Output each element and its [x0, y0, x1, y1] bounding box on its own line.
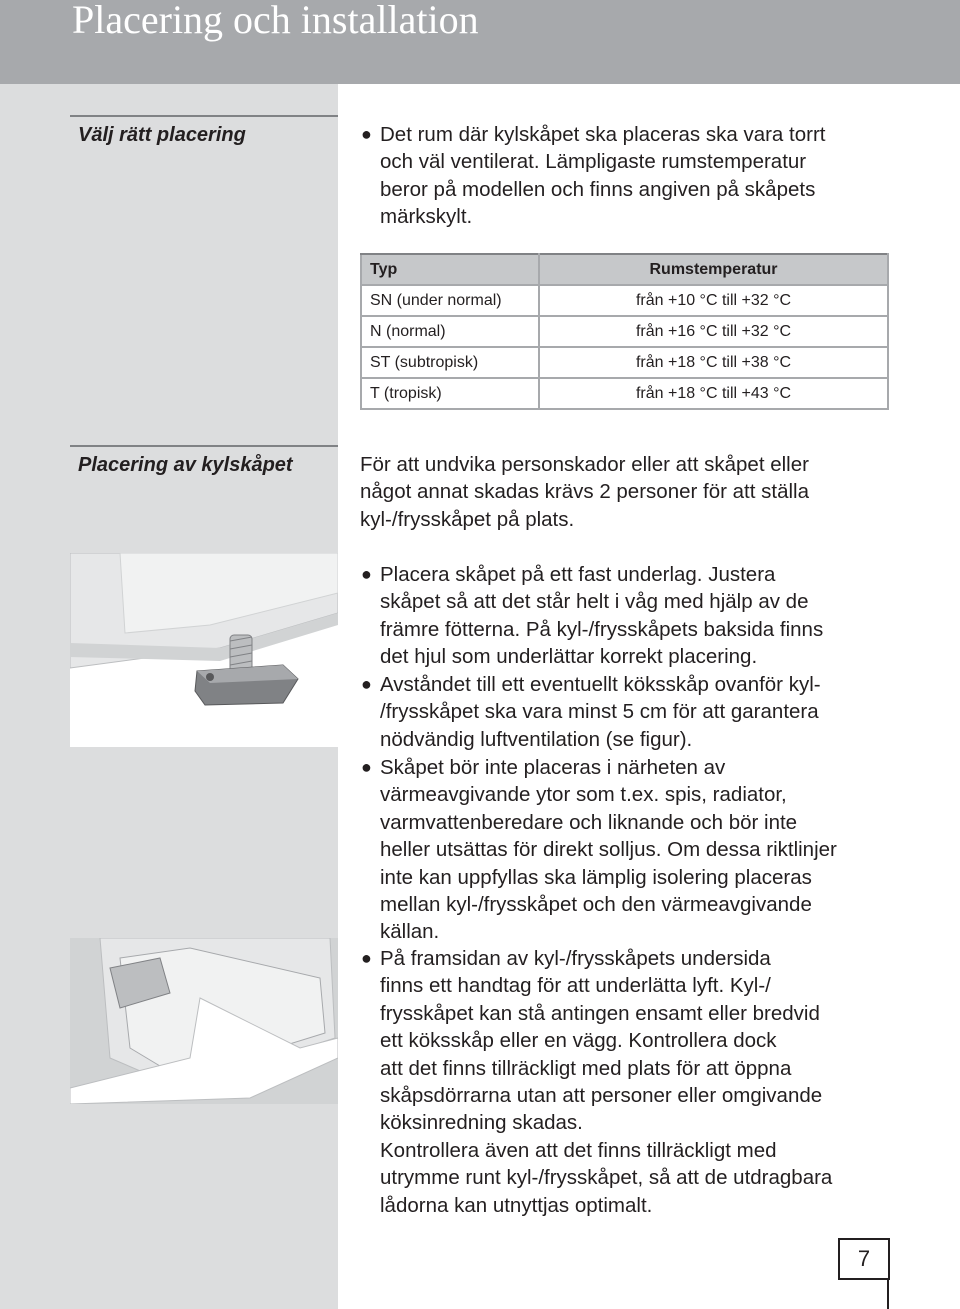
text-line: Placera skåpet på ett fast underlag. Justera — [380, 563, 776, 586]
text-line: /frysskåpet ska vara minst 5 cm för att garantera — [380, 700, 819, 724]
text-line: källan. — [380, 920, 440, 944]
table-cell: T (tropisk) — [361, 378, 539, 409]
text-line: nödvändig luftventilation (se figur). — [380, 727, 693, 751]
page-number: 7 — [838, 1238, 890, 1280]
choose-bullet-text — [380, 121, 825, 231]
page-title: Placering och installation — [72, 0, 479, 42]
bullet-icon: ● — [361, 757, 372, 777]
table-cell: N (normal) — [361, 316, 539, 347]
table-cell: SN (under normal) — [361, 285, 539, 316]
text-line: något annat skadas krävs 2 personer för att ställa — [360, 480, 809, 504]
table-cell: från +18 °C till +38 °C — [539, 347, 888, 378]
table-row — [361, 347, 888, 378]
bullet-icon: ● — [361, 948, 372, 968]
bullet-icon: ● — [361, 124, 372, 144]
section-label-choose: Välj rätt placering — [78, 124, 246, 146]
table-cell: från +16 °C till +32 °C — [539, 316, 888, 347]
text-line: heller utsättas för direkt solljus. Om dessa riktlinjer — [380, 838, 837, 862]
text-line: att det finns tillräckligt med plats för att öppna — [380, 1056, 792, 1080]
text-line: främre fötterna. På kyl-/frysskåpets baksida finns — [380, 617, 824, 641]
text-line: kyl-/frysskåpet på plats. — [360, 507, 575, 531]
text-line: och väl ventilerat. Lämpligaste rumstemperatur — [380, 150, 807, 174]
table-header-temp: Rumstemperatur — [539, 254, 888, 285]
adjustable-foot-illustration — [70, 553, 338, 747]
placement-bullet-1 — [380, 561, 823, 671]
page-header — [0, 0, 960, 84]
text-line: Avståndet till ett eventuellt köksskåp ovanför kyl- — [380, 673, 821, 696]
table-header-type: Typ — [361, 254, 539, 285]
text-line: varmvattenberedare och liknande och bör inte — [380, 810, 798, 834]
text-line: skåpsdörrarna utan att personer eller omgivande — [380, 1084, 823, 1108]
text-line: ett köksskåp eller en vägg. Kontrollera dock — [380, 1029, 777, 1053]
text-line: finns ett handtag för att underlätta lyft. Kyl-/ — [380, 974, 771, 998]
section-rule — [70, 115, 338, 117]
text-line: På framsidan av kyl-/frysskåpets undersida — [380, 947, 771, 970]
text-line: Det rum där kylskåpet ska placeras ska vara torrt — [380, 123, 826, 146]
handle-illustration — [70, 938, 338, 1104]
adjustable-foot-drawing — [70, 553, 338, 747]
table-cell: från +10 °C till +32 °C — [539, 285, 888, 316]
text-line: det hjul som underlättar korrekt placering. — [380, 645, 758, 669]
text-line: köksinredning skadas. — [380, 1111, 583, 1135]
table-row — [361, 378, 888, 409]
text-line: inte kan uppfyllas ska lämplig isolering placeras — [380, 865, 812, 889]
text-line: För att undvika personskador eller att skåpet eller — [360, 453, 809, 476]
table-row — [361, 285, 888, 316]
placement-intro — [360, 451, 809, 533]
table-header-row — [361, 254, 888, 285]
temperature-table — [360, 253, 889, 410]
text-line: beror på modellen och finns angiven på skåpets — [380, 177, 816, 201]
table-cell: ST (subtropisk) — [361, 347, 539, 378]
bullet-icon: ● — [361, 564, 372, 584]
placement-bullet-2 — [380, 671, 821, 753]
text-line: Kontrollera även att det finns tillräckligt med — [380, 1138, 777, 1162]
text-line: värmeavgivande ytor som t.ex. spis, radiator, — [380, 783, 787, 807]
handle-drawing — [70, 938, 338, 1104]
text-line: märkskylt. — [380, 205, 473, 229]
bullet-icon: ● — [361, 674, 372, 694]
text-line: utrymme runt kyl-/frysskåpet, så att de utdragbara — [380, 1166, 833, 1190]
text-line: skåpet så att det står helt i våg med hjälp av de — [380, 590, 809, 614]
table-cell: från +18 °C till +43 °C — [539, 378, 888, 409]
section-label-placement: Placering av kylskåpet — [78, 454, 293, 476]
placement-bullet-3 — [380, 754, 837, 946]
page-number-rule — [887, 1278, 889, 1309]
text-line: frysskåpet kan stå antingen ensamt eller bredvid — [380, 1001, 820, 1025]
text-line: Skåpet bör inte placeras i närheten av — [380, 756, 726, 779]
section-rule — [70, 445, 338, 447]
text-line: lådorna kan utnyttjas optimalt. — [380, 1193, 653, 1217]
placement-bullet-4 — [380, 945, 832, 1219]
table-row — [361, 316, 888, 347]
text-line: mellan kyl-/frysskåpet och den värmeavgivande — [380, 893, 812, 917]
